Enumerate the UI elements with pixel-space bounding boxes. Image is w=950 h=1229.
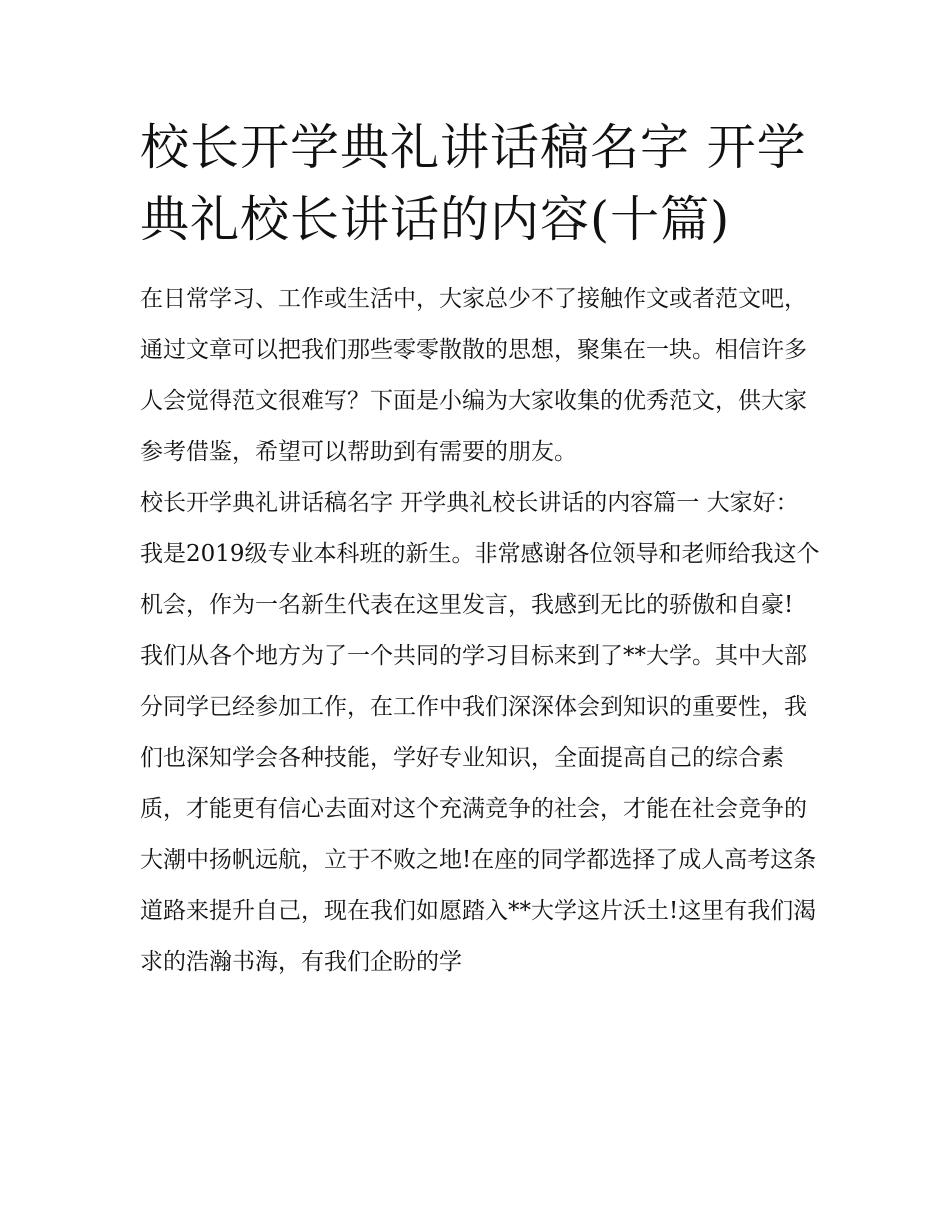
speech-paragraph: 我们从各个地方为了一个共同的学习目标来到了**大学。其中大部分同学已经参加工作，在工作中我们深深体会到知识的重要性，我们也深知学会各种技能，学好专业知识，全面提高自己的综合素质，才能更有信心去面对这个充满竞争的社会，才能在社会竞争的大潮中扬帆远航，立于不败之地!在座的同学都选择了成人高考这条道路来提升自己，现在我们如愿踏入**大学这片沃土!这里有我们渴求的浩瀚书海，有我们企盼的学 (140, 643, 817, 975)
document-body (140, 274, 820, 988)
section-heading-paragraph: 校长开学典礼讲话稿名字 开学典礼校长讲话的内容篇一 大家好： (140, 490, 799, 516)
document-title: 校长开学典礼讲话稿名字 开学典礼校长讲话的内容(十篇) (140, 119, 807, 248)
intro-paragraph: 在日常学习、工作或生活中，大家总少不了接触作文或者范文吧，通过文章可以把我们那些零零散散的思想，聚集在一块。相信许多人会觉得范文很难写？下面是小编为大家收集的优秀范文，供大家参考借鉴，希望可以帮助到有需要的朋友。 (140, 286, 807, 465)
speech-paragraph: 我是2019级专业本科班的新生。非常感谢各位领导和老师给我这个机会，作为一名新生代表在这里发言，我感到无比的骄傲和自豪! (140, 541, 820, 618)
